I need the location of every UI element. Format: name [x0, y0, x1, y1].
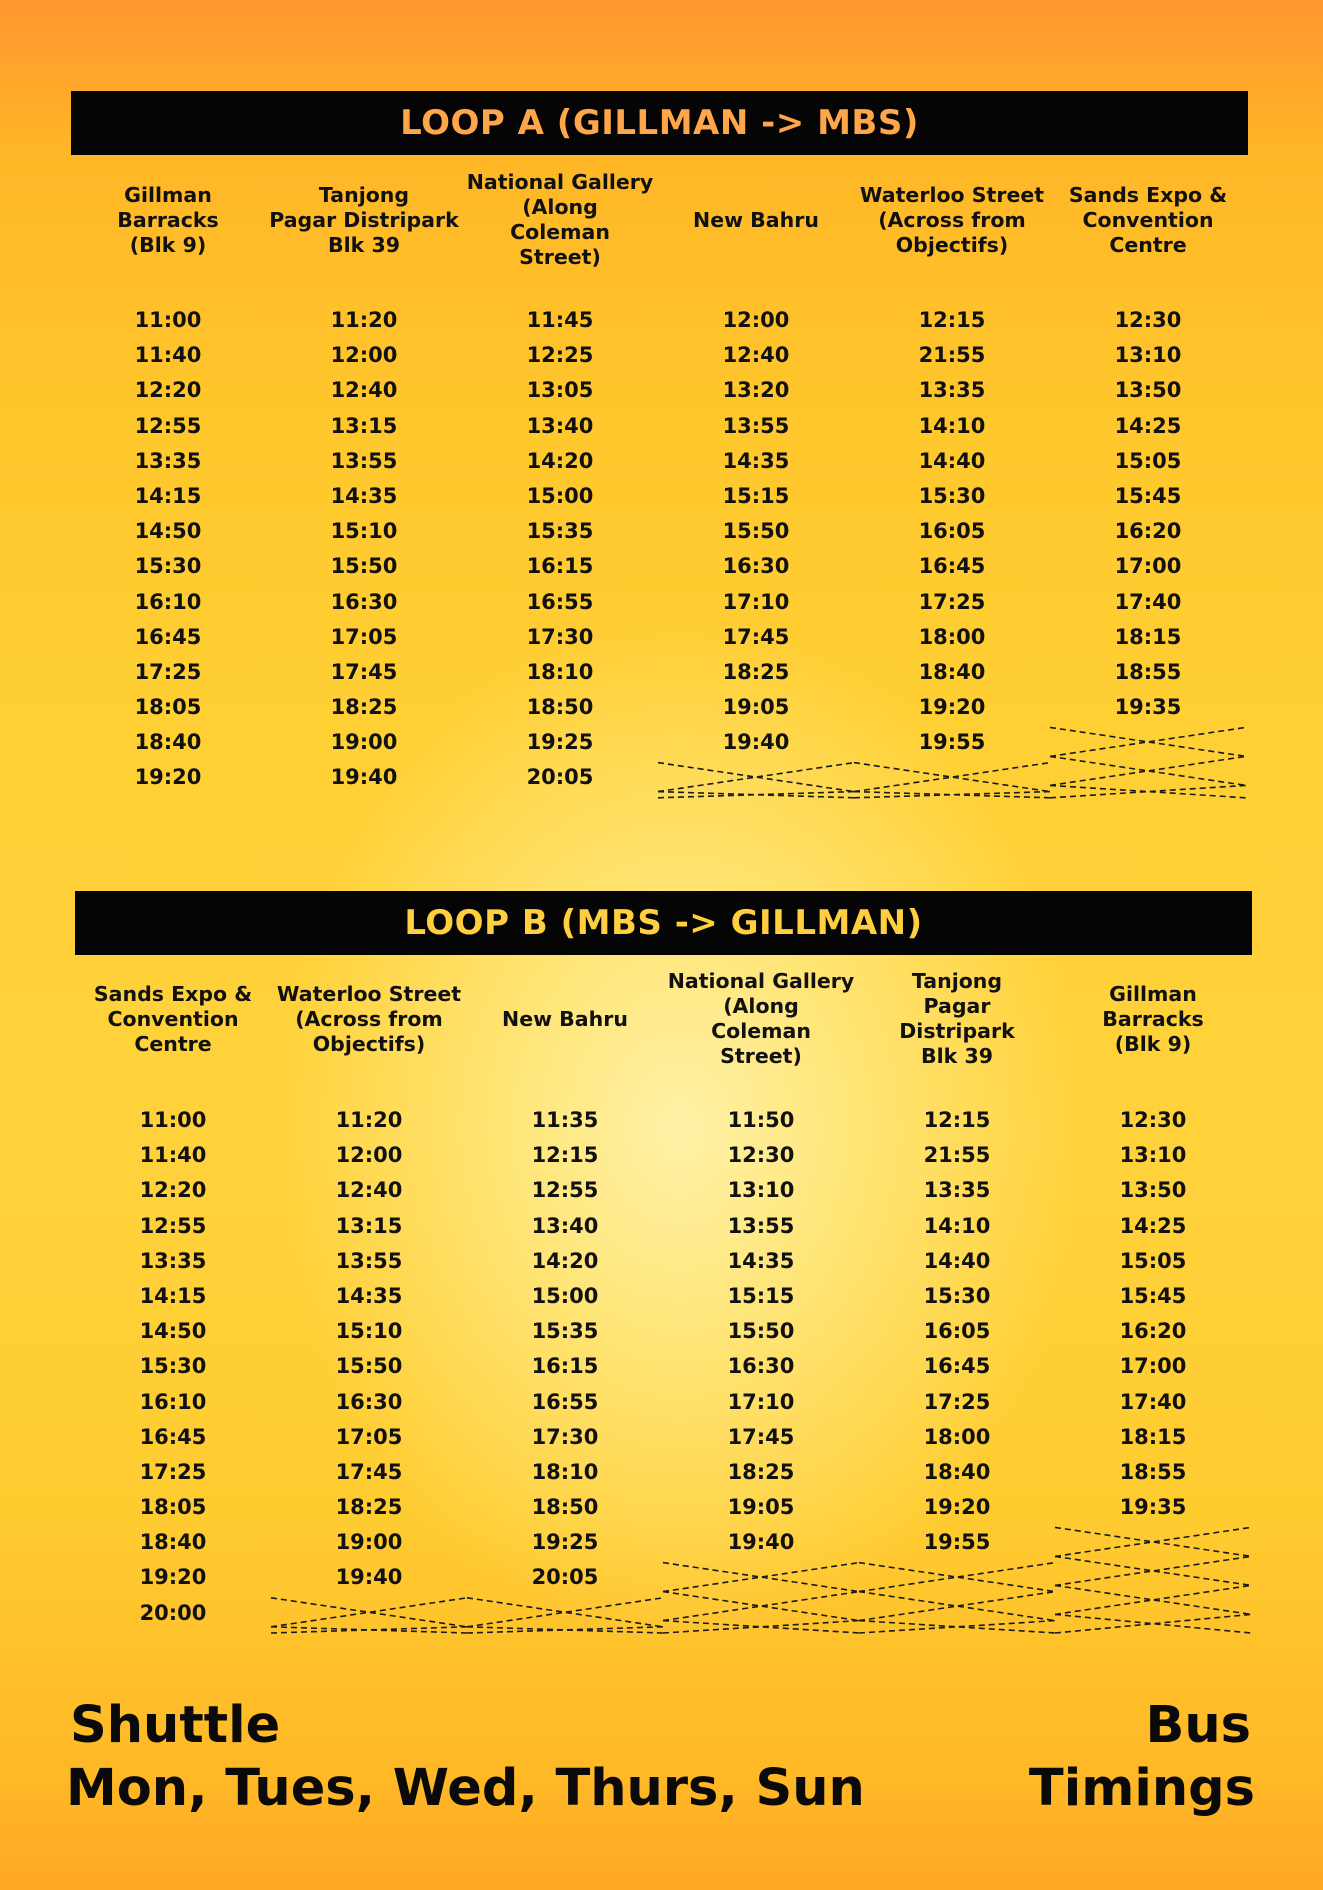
dashed-divider-line	[859, 1592, 1055, 1621]
departure-time: 20:05	[531, 1565, 599, 1590]
dashed-divider-line	[1050, 727, 1246, 756]
departure-time: 16:55	[531, 1389, 599, 1414]
departure-time: 13:35	[918, 378, 986, 403]
departure-time: 13:10	[1119, 1143, 1187, 1168]
departure-time: 13:20	[722, 378, 790, 403]
departure-time: 14:35	[727, 1248, 795, 1273]
departure-time: 18:55	[1119, 1459, 1187, 1484]
dashed-divider-line	[1055, 1556, 1251, 1585]
departure-time: 17:25	[923, 1389, 991, 1414]
departure-time: 15:50	[330, 554, 398, 579]
departure-time: 18:40	[923, 1459, 991, 1484]
departure-time: 20:00	[139, 1600, 207, 1625]
departure-time: 13:55	[335, 1248, 403, 1273]
dashed-divider-line	[663, 1592, 859, 1621]
departure-time: 15:35	[526, 519, 594, 544]
departure-time: 18:25	[335, 1495, 403, 1520]
departure-time: 15:30	[134, 554, 202, 579]
departure-time: 12:15	[531, 1143, 599, 1168]
departure-time: 17:45	[722, 624, 790, 649]
departure-time: 12:15	[918, 308, 986, 332]
dashed-divider-line	[859, 1592, 1055, 1621]
dashed-divider-line	[663, 1621, 859, 1633]
departure-time: 19:00	[335, 1530, 403, 1555]
departure-time: 15:05	[1119, 1248, 1187, 1273]
dashed-divider-line	[1055, 1585, 1251, 1614]
dashed-divider-line	[1055, 1527, 1251, 1556]
departure-time: 15:10	[335, 1319, 403, 1344]
departure-time: 17:40	[1119, 1389, 1187, 1414]
departure-time: 15:10	[330, 519, 398, 544]
departure-time: 12:00	[335, 1143, 403, 1168]
column-header: New Bahru	[693, 207, 819, 232]
departure-time: 12:30	[1114, 308, 1182, 332]
dashed-divider-line	[1050, 785, 1246, 797]
dashed-divider-line	[271, 1598, 467, 1627]
departure-time: 19:35	[1119, 1495, 1187, 1520]
departure-time: 17:10	[722, 589, 790, 614]
departure-time: 17:00	[1114, 554, 1182, 579]
column-header: Waterloo Street (Across from Objectifs)	[276, 981, 462, 1056]
departure-time: 15:15	[722, 483, 790, 508]
departure-time: 12:30	[727, 1143, 795, 1168]
departure-time: 17:25	[134, 659, 202, 684]
departure-time: 19:00	[330, 730, 398, 755]
dashed-divider-line	[271, 1598, 467, 1627]
departure-time: 15:30	[918, 483, 986, 508]
departure-time: 14:20	[526, 448, 594, 473]
departure-time: 17:25	[918, 589, 986, 614]
departure-time: 17:10	[727, 1389, 795, 1414]
departure-time: 19:20	[923, 1495, 991, 1520]
departure-time: 17:45	[335, 1459, 403, 1484]
departure-time: 17:05	[335, 1424, 403, 1449]
dashed-divider-line	[859, 1621, 1055, 1633]
dashed-divider-line	[271, 1627, 467, 1633]
column-header: Sands Expo & Convention Centre	[93, 981, 253, 1056]
departure-time: 16:20	[1119, 1319, 1187, 1344]
departure-time: 19:25	[526, 730, 594, 755]
departure-time: 13:35	[139, 1248, 207, 1273]
departure-time: 11:40	[139, 1143, 207, 1168]
departure-time: 14:25	[1119, 1213, 1187, 1238]
dashed-divider-line	[663, 1563, 859, 1592]
departure-time: 11:20	[330, 308, 398, 332]
departure-time: 12:20	[134, 378, 202, 403]
departure-time: 19:20	[139, 1565, 207, 1590]
departure-time: 15:45	[1119, 1283, 1187, 1308]
departure-time: 13:10	[727, 1178, 795, 1203]
loop-a-timetable	[70, 170, 1250, 840]
departure-time: 19:40	[335, 1565, 403, 1590]
departure-time: 17:25	[139, 1459, 207, 1484]
departure-time: 16:30	[727, 1354, 795, 1379]
column-header: New Bahru	[502, 1006, 628, 1031]
departure-time: 11:40	[134, 343, 202, 368]
departure-time: 17:45	[330, 659, 398, 684]
departure-time: 13:55	[330, 448, 398, 473]
departure-time: 15:15	[727, 1283, 795, 1308]
departure-time: 16:05	[918, 519, 986, 544]
departure-time: 18:15	[1114, 624, 1182, 649]
footer-days-label: Mon, Tues, Wed, Thurs, Sun	[66, 1759, 865, 1818]
departure-time: 18:10	[526, 659, 594, 684]
dashed-divider-line	[467, 1627, 663, 1633]
departure-time: 18:05	[139, 1495, 207, 1520]
departure-time: 12:25	[526, 343, 594, 368]
departure-time: 19:20	[134, 765, 202, 790]
departure-time: 15:30	[139, 1354, 207, 1379]
departure-time: 12:55	[139, 1213, 207, 1238]
departure-time: 14:10	[918, 413, 986, 438]
departure-time: 19:05	[727, 1495, 795, 1520]
departure-time: 19:55	[923, 1530, 991, 1555]
departure-time: 17:40	[1114, 589, 1182, 614]
departure-time: 16:15	[531, 1354, 599, 1379]
departure-time: 13:35	[923, 1178, 991, 1203]
dashed-divider-line	[663, 1621, 859, 1633]
departure-time: 17:30	[531, 1424, 599, 1449]
departure-time: 16:45	[139, 1424, 207, 1449]
departure-time: 20:05	[526, 765, 594, 790]
departure-time: 16:05	[923, 1319, 991, 1344]
departure-time: 13:40	[526, 413, 594, 438]
column-header: Sands Expo & Convention Centre	[1068, 182, 1228, 257]
departure-time: 14:35	[722, 448, 790, 473]
departure-time: 15:00	[531, 1283, 599, 1308]
departure-time: 13:55	[722, 413, 790, 438]
departure-time: 16:10	[139, 1389, 207, 1414]
departure-time: 12:15	[923, 1108, 991, 1132]
column-header: Gillman Barracks (Blk 9)	[117, 182, 219, 257]
departure-time: 18:50	[531, 1495, 599, 1520]
departure-time: 14:10	[923, 1213, 991, 1238]
departure-time: 15:50	[722, 519, 790, 544]
dashed-divider-line	[1050, 727, 1246, 756]
departure-time: 19:40	[727, 1530, 795, 1555]
dashed-divider-line	[658, 763, 854, 792]
departure-time: 18:50	[526, 695, 594, 720]
footer-shuttle-label: Shuttle	[70, 1696, 281, 1755]
dashed-divider-line	[663, 1563, 859, 1592]
departure-time: 12:40	[722, 343, 790, 368]
departure-time: 17:05	[330, 624, 398, 649]
departure-time: 12:55	[134, 413, 202, 438]
departure-time: 19:25	[531, 1530, 599, 1555]
departure-time: 19:40	[330, 765, 398, 790]
departure-time: 14:25	[1114, 413, 1182, 438]
dashed-divider-line	[854, 763, 1050, 792]
dashed-divider-line	[467, 1598, 663, 1627]
departure-time: 11:45	[526, 308, 594, 332]
departure-time: 18:25	[727, 1459, 795, 1484]
departure-time: 17:30	[526, 624, 594, 649]
departure-time: 14:35	[330, 483, 398, 508]
column-header: Tanjong Pagar Distripark Blk 39	[269, 182, 459, 257]
departure-time: 15:50	[335, 1354, 403, 1379]
departure-time: 18:00	[918, 624, 986, 649]
dashed-divider-line	[467, 1598, 663, 1627]
dashed-divider-line	[467, 1627, 663, 1633]
loop-b-timetable	[75, 969, 1255, 1639]
departure-time: 11:35	[531, 1108, 599, 1132]
departure-time: 18:40	[134, 730, 202, 755]
dashed-divider-line	[1050, 756, 1246, 785]
departure-time: 17:45	[727, 1424, 795, 1449]
departure-time: 11:00	[134, 308, 202, 332]
dashed-divider-line	[658, 763, 854, 792]
departure-time: 12:20	[139, 1178, 207, 1203]
departure-time: 16:45	[918, 554, 986, 579]
departure-time: 15:45	[1114, 483, 1182, 508]
departure-time: 13:10	[1114, 343, 1182, 368]
loop-a-title: LOOP A (GILLMAN -> MBS)	[71, 91, 1248, 155]
departure-time: 16:20	[1114, 519, 1182, 544]
departure-time: 19:20	[918, 695, 986, 720]
dashed-divider-line	[1050, 785, 1246, 797]
departure-time: 12:40	[330, 378, 398, 403]
departure-time: 12:00	[722, 308, 790, 332]
departure-time: 14:15	[134, 483, 202, 508]
departure-time: 18:00	[923, 1424, 991, 1449]
column-header: Waterloo Street (Across from Objectifs)	[859, 182, 1045, 257]
departure-time: 19:35	[1114, 695, 1182, 720]
departure-time: 12:30	[1119, 1108, 1187, 1132]
column-header: Tanjong Pagar Distripark Blk 39	[899, 969, 1015, 1068]
departure-time: 16:10	[134, 589, 202, 614]
departure-time: 11:20	[335, 1108, 403, 1132]
departure-time: 11:50	[727, 1108, 795, 1132]
departure-time: 13:40	[531, 1213, 599, 1238]
departure-time: 16:15	[526, 554, 594, 579]
departure-time: 18:25	[722, 659, 790, 684]
departure-time: 21:55	[923, 1143, 991, 1168]
departure-time: 21:55	[918, 343, 986, 368]
dashed-divider-line	[658, 792, 854, 798]
departure-time: 13:35	[134, 448, 202, 473]
departure-time: 16:30	[335, 1389, 403, 1414]
departure-time: 14:35	[335, 1283, 403, 1308]
departure-time: 19:55	[918, 730, 986, 755]
dashed-divider-line	[1055, 1527, 1251, 1556]
departure-time: 18:40	[139, 1530, 207, 1555]
departure-time: 19:40	[722, 730, 790, 755]
column-header: National Gallery (Along Coleman Street)	[667, 969, 855, 1068]
departure-time: 18:25	[330, 695, 398, 720]
dashed-divider-line	[859, 1621, 1055, 1633]
departure-time: 18:40	[918, 659, 986, 684]
column-header: National Gallery (Along Coleman Street)	[466, 170, 654, 269]
departure-time: 17:00	[1119, 1354, 1187, 1379]
departure-time: 11:00	[139, 1108, 207, 1132]
departure-time: 16:45	[923, 1354, 991, 1379]
dashed-divider-line	[859, 1563, 1055, 1592]
departure-time: 13:50	[1114, 378, 1182, 403]
departure-time: 16:30	[330, 589, 398, 614]
departure-time: 16:55	[526, 589, 594, 614]
departure-time: 14:15	[139, 1283, 207, 1308]
departure-time: 19:05	[722, 695, 790, 720]
departure-time: 14:20	[531, 1248, 599, 1273]
departure-time: 15:00	[526, 483, 594, 508]
dashed-divider-line	[1055, 1614, 1251, 1633]
departure-time: 18:05	[134, 695, 202, 720]
departure-time: 14:40	[918, 448, 986, 473]
departure-time: 15:30	[923, 1283, 991, 1308]
column-header: Gillman Barracks (Blk 9)	[1102, 981, 1204, 1056]
departure-time: 13:15	[335, 1213, 403, 1238]
dashed-divider-line	[854, 792, 1050, 798]
dashed-divider-line	[1055, 1556, 1251, 1585]
dashed-divider-line	[658, 792, 854, 798]
departure-time: 13:05	[526, 378, 594, 403]
departure-time: 12:55	[531, 1178, 599, 1203]
loop-b-title: LOOP B (MBS -> GILLMAN)	[75, 891, 1252, 955]
departure-time: 18:15	[1119, 1424, 1187, 1449]
dashed-divider-line	[1050, 756, 1246, 785]
departure-time: 15:50	[727, 1319, 795, 1344]
dashed-divider-line	[271, 1627, 467, 1633]
footer-bus-label: Bus	[1145, 1696, 1251, 1755]
departure-time: 12:40	[335, 1178, 403, 1203]
dashed-divider-line	[854, 792, 1050, 798]
departure-time: 18:10	[531, 1459, 599, 1484]
departure-time: 14:40	[923, 1248, 991, 1273]
departure-time: 15:05	[1114, 448, 1182, 473]
departure-time: 16:30	[722, 554, 790, 579]
dashed-divider-line	[859, 1563, 1055, 1592]
departure-time: 18:55	[1114, 659, 1182, 684]
dashed-divider-line	[663, 1592, 859, 1621]
departure-time: 13:15	[330, 413, 398, 438]
departure-time: 13:50	[1119, 1178, 1187, 1203]
footer-timings-label: Timings	[1028, 1759, 1255, 1818]
departure-time: 14:50	[134, 519, 202, 544]
departure-time: 15:35	[531, 1319, 599, 1344]
departure-time: 12:00	[330, 343, 398, 368]
dashed-divider-line	[1055, 1585, 1251, 1614]
dashed-divider-line	[854, 763, 1050, 792]
dashed-divider-line	[1055, 1614, 1251, 1633]
departure-time: 13:55	[727, 1213, 795, 1238]
departure-time: 16:45	[134, 624, 202, 649]
departure-time: 14:50	[139, 1319, 207, 1344]
